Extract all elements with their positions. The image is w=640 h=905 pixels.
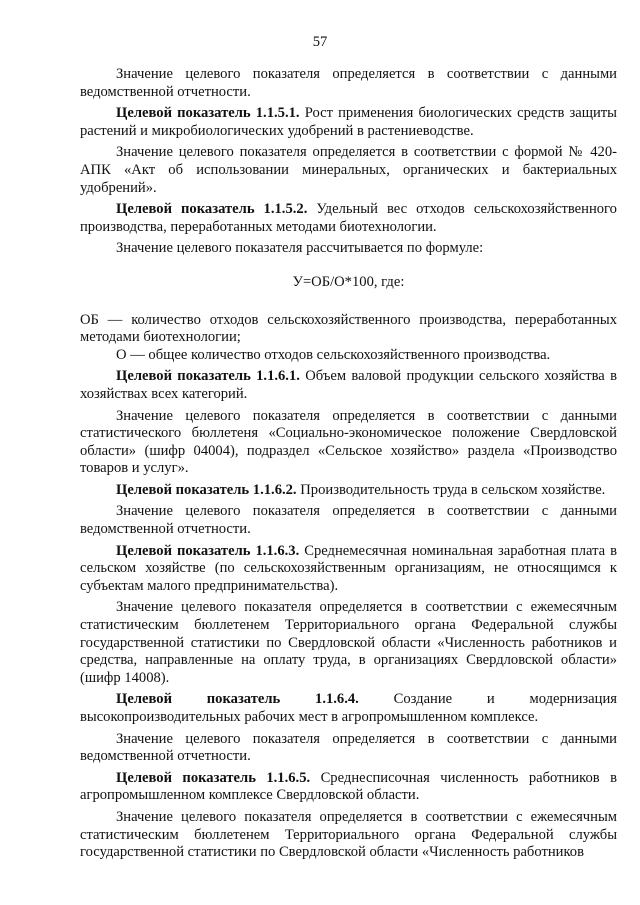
indicator-label: Целевой показатель 1.1.5.2. bbox=[116, 201, 308, 218]
indicator-paragraph bbox=[80, 543, 617, 596]
paragraph: Значение целевого показателя определяется в соответствии с формой № 420-АПК «Акт об использовании минеральных, органических и бактериальных удобрений». bbox=[80, 144, 617, 196]
paragraph: Значение целевого показателя определяется в соответствии с данными статистического бюллетеня «Социально-экономическое положение Свердловской области» (шифр 04004), подраздел «Сельское хозяйство» раздела «Производство товаров и услуг». bbox=[80, 407, 617, 477]
paragraph: Значение целевого показателя рассчитывается по формуле: bbox=[116, 240, 484, 257]
paragraph: Значение целевого показателя определяется в соответствии с данными ведомственной отчетности. bbox=[80, 66, 617, 100]
indicator-paragraph bbox=[80, 105, 617, 140]
document-body bbox=[80, 66, 617, 862]
indicator-paragraph bbox=[80, 368, 617, 403]
indicator-text: Удельный вес отходов сельскохозяйственного производства, переработанных методами биотехнологии. bbox=[80, 201, 617, 235]
indicator-label: Целевой показатель 1.1.6.3. bbox=[116, 542, 300, 559]
indicator-label: Целевой показатель 1.1.6.4. bbox=[116, 691, 359, 708]
paragraph: Значение целевого показателя определяется в соответствии с ежемесячным статистическим бюллетенем Территориального органа Федеральной службы государственной статистики по Свердловской области «Численность работников и средства, направленные на оплату труда, в организациях Свердловской области» (шифр 14008). bbox=[80, 599, 617, 686]
paragraph: Значение целевого показателя определяется в соответствии с данными ведомственной отчетности. bbox=[80, 730, 617, 765]
paragraph: Значение целевого показателя определяется в соответствии с данными ведомственной отчетности. bbox=[80, 503, 617, 538]
indicator-paragraph bbox=[80, 482, 617, 500]
indicator-text: Среднемесячная номинальная заработная плата в сельском хозяйстве (по сельскохозяйственным организациям, не относящимся к субъектам малого предпринимательства). bbox=[80, 542, 617, 594]
definition-ob: ОБ — количество отходов сельскохозяйственного производства, переработанных методами биотехнологии; bbox=[80, 311, 617, 346]
indicator-text: Производительность труда в сельском хозяйстве. bbox=[300, 481, 606, 498]
indicator-paragraph bbox=[80, 691, 617, 726]
paragraph: Значение целевого показателя определяется в соответствии с ежемесячным статистическим бюллетенем Территориального органа Федеральной службы государственной статистики по Свердловской области «Численность работников bbox=[80, 808, 617, 861]
indicator-label: Целевой показатель 1.1.5.1. bbox=[116, 105, 300, 122]
indicator-paragraph bbox=[80, 201, 617, 236]
indicator-label: Целевой показатель 1.1.6.2. bbox=[116, 481, 297, 498]
indicator-text: Создание и модернизация высокопроизводительных рабочих мест в агропромышленном комплексе. bbox=[80, 691, 617, 725]
page-number: 57 bbox=[312, 34, 328, 50]
indicator-text: Объем валовой продукции сельского хозяйства в хозяйствах всех категорий. bbox=[80, 368, 617, 402]
definition-o: О — общее количество отходов сельскохозяйственного производства. bbox=[116, 346, 551, 363]
formula-definitions bbox=[80, 312, 617, 365]
indicator-label: Целевой показатель 1.1.6.5. bbox=[116, 769, 311, 786]
indicator-text: Рост применения биологических средств защиты растений и микробиологических удобрений в растениеводстве. bbox=[80, 105, 617, 139]
indicator-paragraph bbox=[80, 770, 617, 805]
indicator-text: Среднесписочная численность работников в агропромышленном комплексе Свердловской области. bbox=[80, 769, 617, 804]
indicator-label: Целевой показатель 1.1.6.1. bbox=[116, 368, 300, 385]
formula: У=ОБ/О*100, где: bbox=[292, 273, 405, 290]
